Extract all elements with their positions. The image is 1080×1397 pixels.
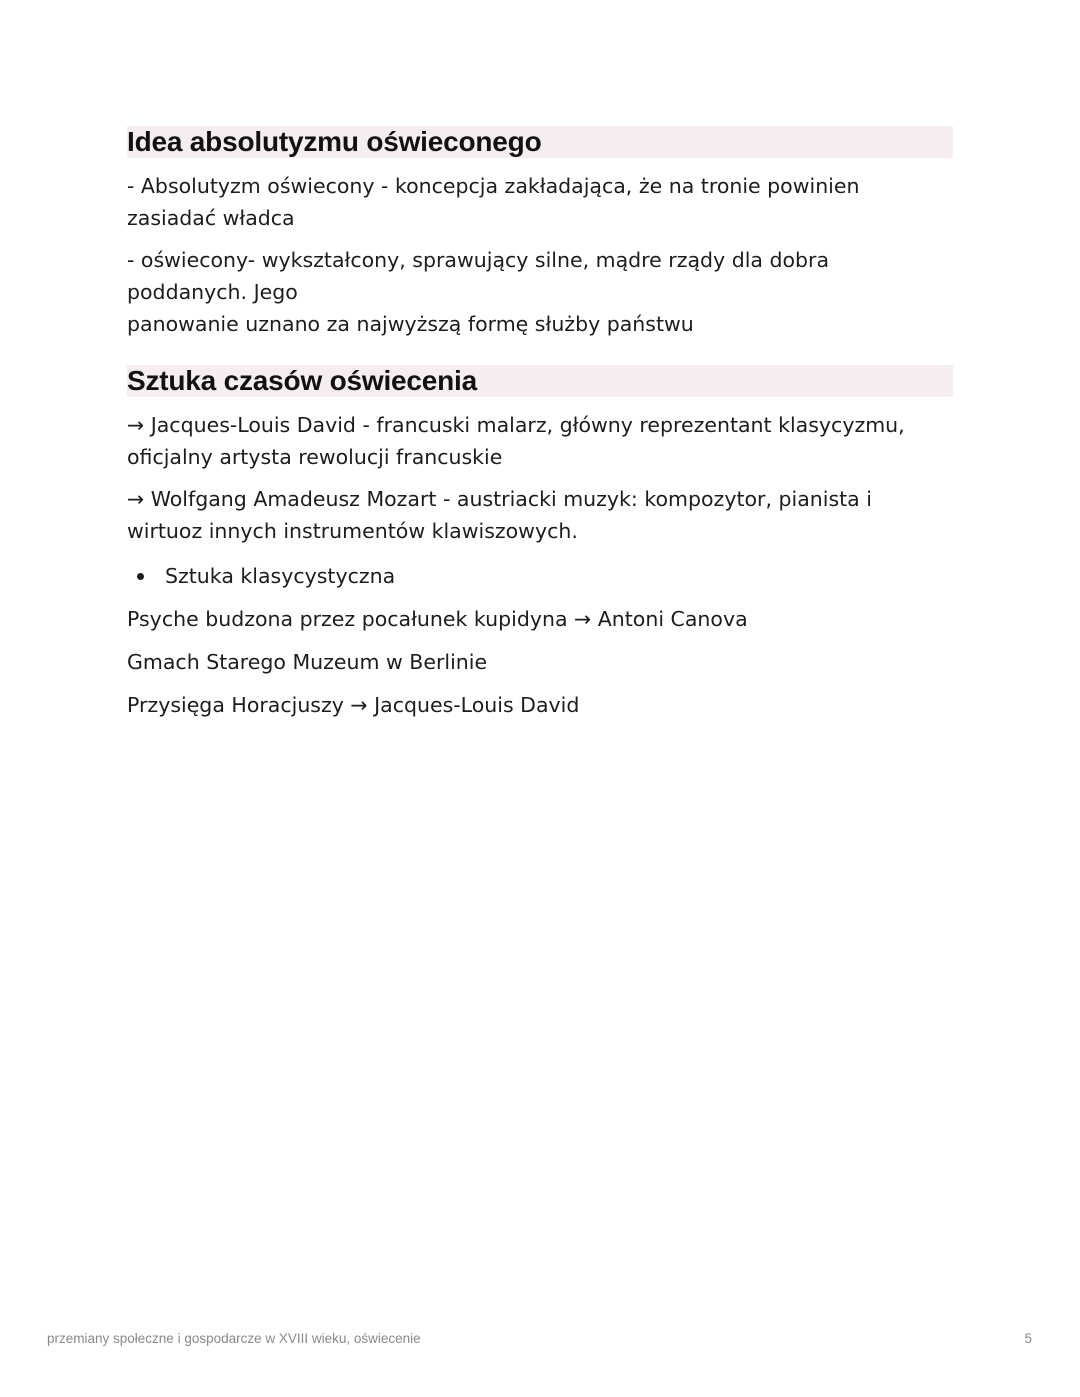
page-number: 5 bbox=[1024, 1331, 1032, 1346]
artwork-line-psyche: Psyche budzona przez pocałunek kupidyna → Antoni Canova bbox=[127, 607, 748, 631]
paragraph-rule-service: panowanie uznano za najwyższą formę służby państwu bbox=[127, 312, 694, 336]
document-content bbox=[127, 126, 953, 721]
artwork-line-museum: Gmach Starego Muzeum w Berlinie bbox=[127, 650, 488, 674]
artwork-line-horatii: Przysięga Horacjuszy → Jacques-Louis David bbox=[127, 693, 580, 717]
footer-title: przemiany społeczne i gospodarcze w XVIII wieku, oświecenie bbox=[47, 1331, 421, 1346]
paragraph-david: → Jacques-Louis David - francuski malarz, główny reprezentant klasycyzmu, oficjalny artysta rewolucji francuskie bbox=[127, 413, 905, 469]
bullet-dot-icon bbox=[137, 573, 144, 580]
section-heading-art: Sztuka czasów oświecenia bbox=[127, 365, 953, 397]
bullet-item-label: Sztuka klasycystyczna bbox=[165, 564, 396, 588]
paragraph-mozart: → Wolfgang Amadeusz Mozart - austriacki muzyk: kompozytor, pianista i wirtuoz innych instrumentów klawiszowych. bbox=[127, 487, 872, 543]
paragraph-absolutism-definition: - Absolutyzm oświecony - koncepcja zakładająca, że na tronie powinien zasiadać władca bbox=[127, 174, 860, 230]
paragraph-enlightened-ruler: - oświecony- wykształcony, sprawujący silne, mądre rządy dla dobra poddanych. Jego bbox=[127, 248, 830, 304]
bullet-item bbox=[127, 560, 953, 592]
section-heading-absolutism: Idea absolutyzmu oświeconego bbox=[127, 126, 953, 158]
